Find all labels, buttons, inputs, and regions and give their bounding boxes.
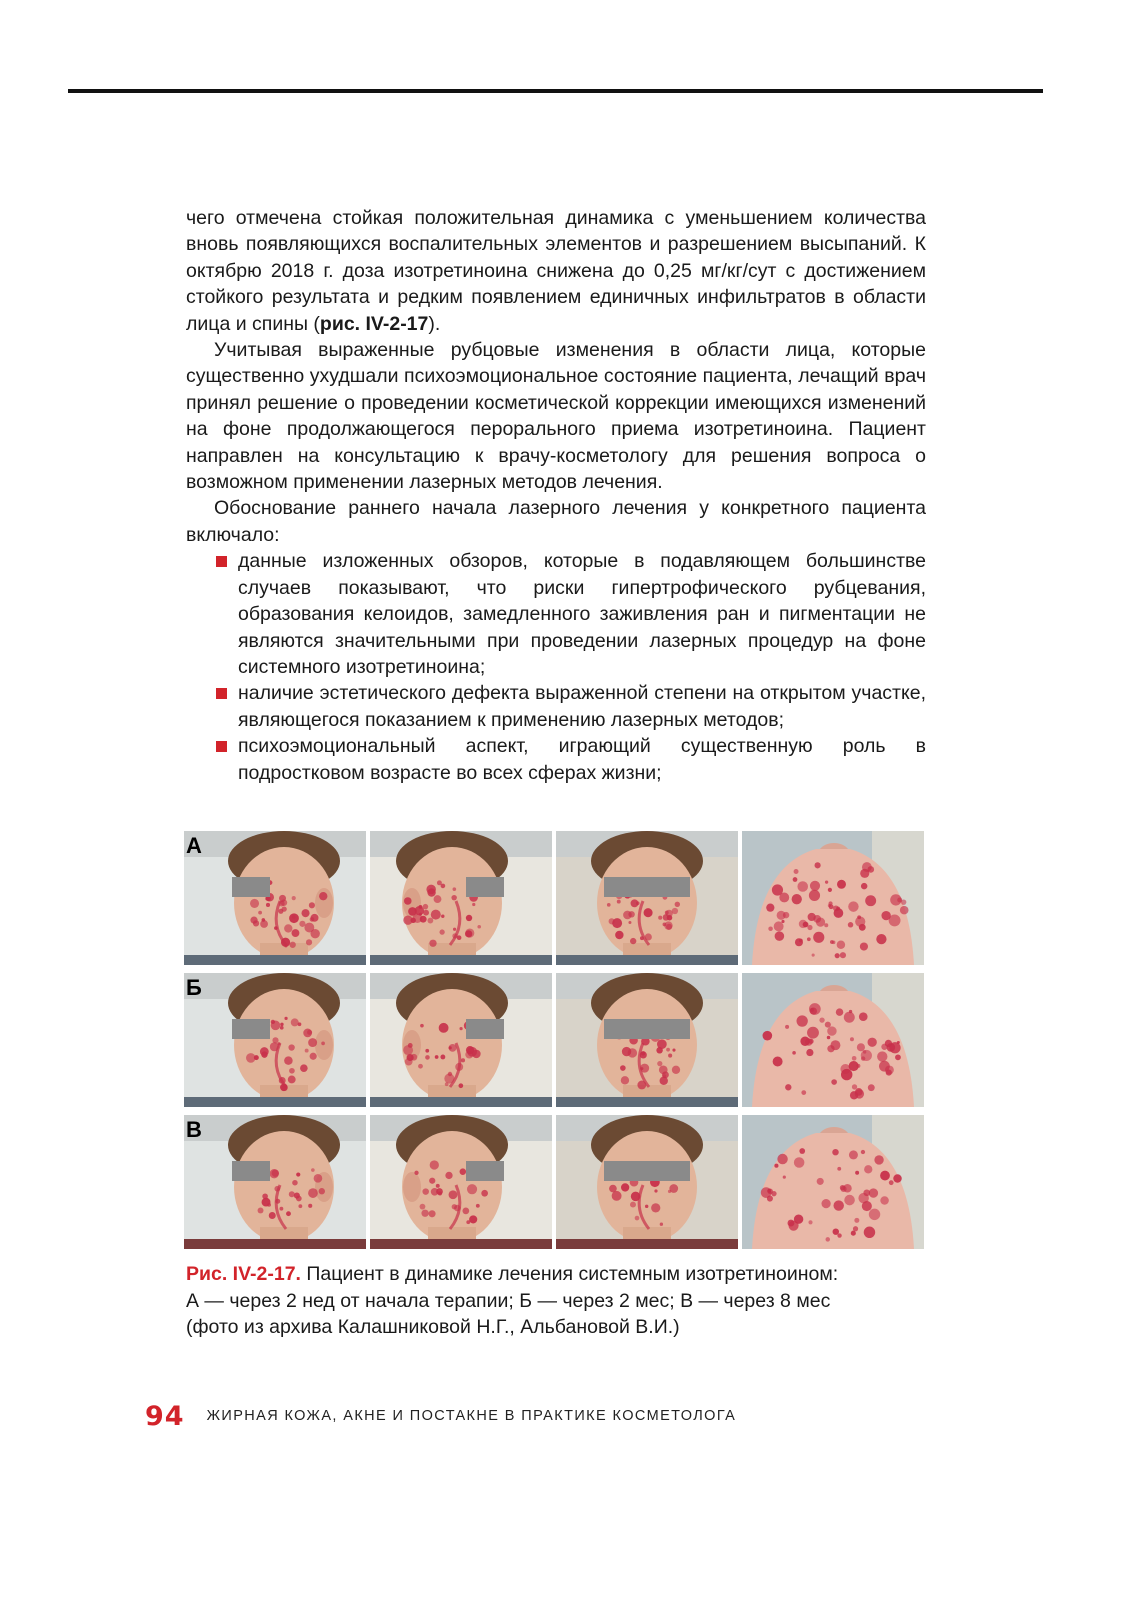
figure-reference[interactable]: рис. IV-2-17	[319, 312, 429, 335]
figure-caption: Рис. IV-2-17. Пациент в динамике лечения системным изотретиноином: А — через 2 нед от начала терапии; Б — через 2 мес; В — через 8 мес (фото из архива Калашниковой Н.Г., Альбановой В.И.)	[186, 1263, 839, 1338]
patient-photo-right-profile	[370, 1115, 552, 1249]
patient-photo-right-profile	[370, 973, 552, 1107]
list-item: наличие эстетического дефекта выраженной степени на открытом участке, являющегося показанием к применению лазерных методов;	[186, 680, 926, 733]
red-square-bullet-icon	[216, 741, 227, 752]
patient-photo-figure	[184, 831, 926, 1249]
patient-photo-right-profile	[370, 831, 552, 965]
body-text	[186, 205, 926, 786]
page-number: 94	[145, 1400, 185, 1432]
paragraph-2: Учитывая выраженные рубцовые изменения в области лица, которые существенно ухудшали психоэмоциональное состояние пациента, лечащий врач принял решение о проведении косметической коррекции имеющихся изменений на фоне продолжающегося перорального приема изотретиноина. Пациент направлен на консультацию к врачу-косметологу для решения вопроса о возможном применении лазерных методов лечения.	[186, 339, 926, 494]
bullet-list	[186, 548, 926, 786]
patient-photo-left-profile	[184, 831, 366, 965]
patient-photo-left-profile	[184, 973, 366, 1107]
top-rule	[68, 89, 1043, 93]
patient-photo-frontal	[556, 1115, 738, 1249]
row-label-1: А	[186, 833, 202, 858]
page-footer	[145, 1398, 736, 1434]
row-label-3: В	[186, 1117, 202, 1142]
list-item: психоэмоциональный аспект, играющий существенную роль в подростковом возрасте во всех сферах жизни;	[186, 733, 926, 786]
paragraph-1: чего отмечена стойкая положительная динамика с уменьшением количества вновь появляющихся воспалительных элементов и разрешением высыпаний. К октябрю 2018 г. доза изотретиноина снижена до 0,25 мг/кг/сут с достижением стойкого результата и редким появлением единичных инфильтратов в области лица и спины (рис. IV-2-17).	[186, 207, 926, 335]
running-title: ЖИРНАЯ КОЖА, АКНЕ И ПОСТАКНЕ В ПРАКТИКЕ КОСМЕТОЛОГА	[206, 1408, 737, 1424]
list-item: данные изложенных обзоров, которые в подавляющем большинстве случаев показывают, что риски гипертрофического рубцевания, образования келоидов, замедленного заживления ран и пигментации не являются значительными при проведении лазерных процедур на фоне системного изотретиноина;	[186, 548, 926, 680]
red-square-bullet-icon	[216, 556, 227, 567]
patient-photo-left-profile	[184, 1115, 366, 1249]
patient-photo-frontal	[556, 973, 738, 1107]
row-label-2: Б	[186, 975, 202, 1000]
red-square-bullet-icon	[216, 688, 227, 699]
patient-photo-back	[742, 831, 924, 965]
patient-photo-back	[742, 973, 924, 1107]
caption-figure-ref: Рис. IV-2-17.	[186, 1263, 301, 1285]
patient-photo-frontal	[556, 831, 738, 965]
patient-photo-back	[742, 1115, 924, 1249]
paragraph-3: Обоснование раннего начала лазерного лечения у конкретного пациента включало:	[186, 497, 926, 546]
